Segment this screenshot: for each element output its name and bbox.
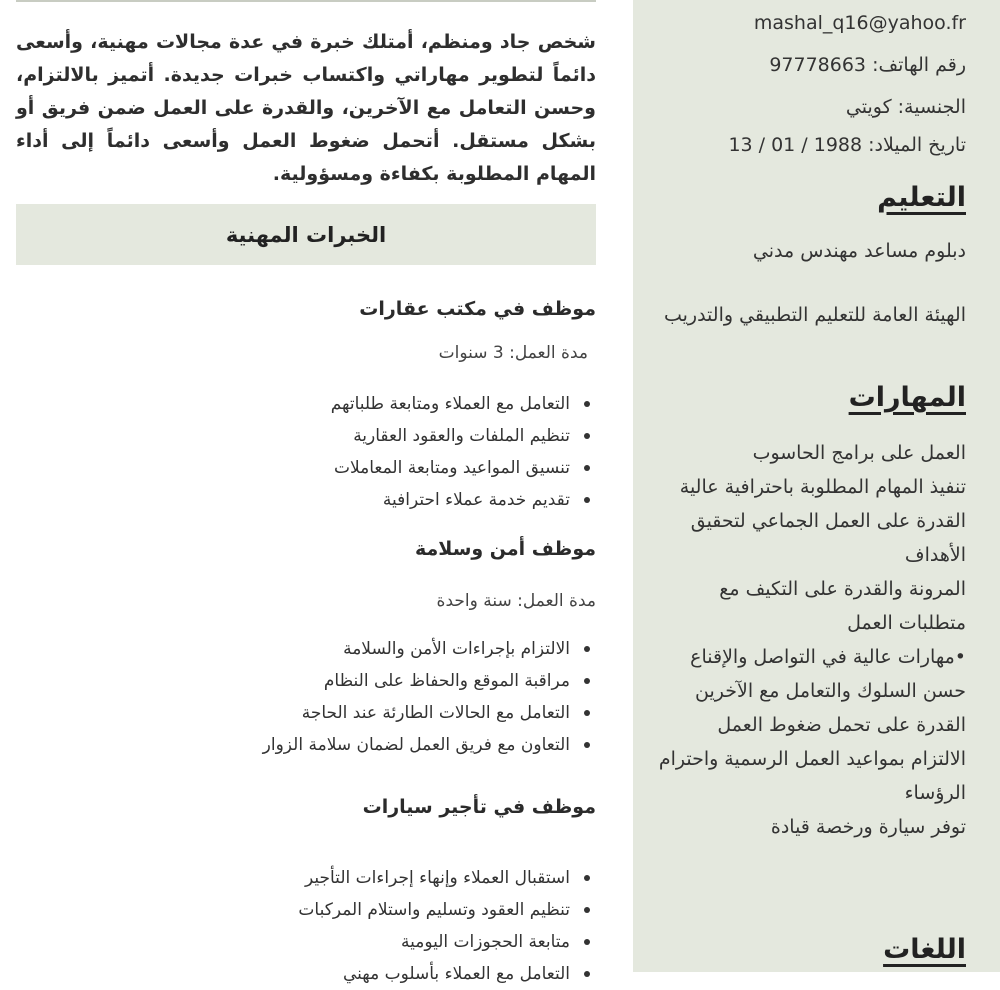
skill-item: •مهارات عالية في التواصل والإقناع xyxy=(690,646,966,668)
sidebar xyxy=(633,0,1000,972)
list-item: الالتزام بإجراءات الأمن والسلامة xyxy=(263,633,596,665)
profile-summary: شخص جاد ومنظم، أمتلك خبرة في عدة مجالات مهنية، وأسعى دائماً لتطوير مهاراتي واكتساب خبرات جديدة. أتميز بالالتزام، وحسن التعامل مع الآخرين، والقدرة على العمل ضمن فريق أو بشكل مستقل. أتحمل ضغوط العمل وأسعى دائماً إلى أداء المهام المطلوبة بكفاءة ومسؤولية. xyxy=(16,31,596,185)
phone-line xyxy=(769,54,966,76)
birthdate-label: تاريخ الميلاد: xyxy=(868,134,966,156)
skill-item: المرونة والقدرة على التكيف مع متطلبات العمل xyxy=(719,578,966,634)
nationality-value: كويتي xyxy=(845,96,892,118)
skill-item: الالتزام بمواعيد العمل الرسمية واحترام الرؤساء xyxy=(658,748,966,804)
skill-item: القدرة على تحمل ضغوط العمل xyxy=(717,714,966,736)
skills-list xyxy=(656,436,966,844)
list-item: التعامل مع العملاء بأسلوب مهني xyxy=(298,958,596,990)
list-item: تنسيق المواعيد ومتابعة المعاملات xyxy=(331,452,596,484)
education-institution: الهيئة العامة للتعليم التطبيقي والتدريب xyxy=(663,304,966,326)
job-title: موظف في مكتب عقارات xyxy=(359,298,596,320)
job-duration: مدة العمل: 3 سنوات xyxy=(438,343,588,363)
languages-heading: اللغات xyxy=(883,934,966,965)
job-duration: مدة العمل: سنة واحدة xyxy=(436,591,596,611)
skill-item: توفر سيارة ورخصة قيادة xyxy=(770,816,966,838)
nationality-label: الجنسية: xyxy=(897,96,966,118)
nationality-line xyxy=(846,96,966,118)
job-tasks xyxy=(298,862,596,990)
list-item: تقديم خدمة عملاء احترافية xyxy=(331,484,596,516)
list-item: التعامل مع الحالات الطارئة عند الحاجة xyxy=(263,697,596,729)
skill-item: القدرة على العمل الجماعي لتحقيق الأهداف xyxy=(690,510,966,566)
education-degree: دبلوم مساعد مهندس مدني xyxy=(752,240,966,262)
skill-item: تنفيذ المهام المطلوبة باحترافية عالية xyxy=(679,476,966,498)
job-tasks xyxy=(331,388,596,516)
list-item: تنظيم الملفات والعقود العقارية xyxy=(331,420,596,452)
birthdate-value: 13 / 01 / 1988 xyxy=(728,134,863,156)
list-item: مراقبة الموقع والحفاظ على النظام xyxy=(263,665,596,697)
skills-heading: المهارات xyxy=(848,382,966,413)
list-item: التعامل مع العملاء ومتابعة طلباتهم xyxy=(331,388,596,420)
education-heading: التعليم xyxy=(877,182,966,213)
job-title: موظف أمن وسلامة xyxy=(414,538,596,560)
email: mashal_q16@yahoo.fr xyxy=(753,12,966,34)
list-item: استقبال العملاء وإنهاء إجراءات التأجير xyxy=(298,862,596,894)
skill-item: العمل على برامج الحاسوب xyxy=(752,442,966,464)
birthdate-line xyxy=(728,134,966,156)
top-divider xyxy=(16,0,596,2)
experience-heading: الخبرات المهنية xyxy=(225,222,387,247)
phone-label: رقم الهاتف: xyxy=(872,54,966,76)
skill-item: حسن السلوك والتعامل مع الآخرين xyxy=(695,680,966,702)
job-tasks xyxy=(263,633,596,761)
experience-section-header xyxy=(16,204,596,265)
phone-value: 97778663 xyxy=(769,54,867,76)
list-item: تنظيم العقود وتسليم واستلام المركبات xyxy=(298,894,596,926)
job-title: موظف في تأجير سيارات xyxy=(362,796,596,818)
list-item: التعاون مع فريق العمل لضمان سلامة الزوار xyxy=(263,729,596,761)
list-item: متابعة الحجوزات اليومية xyxy=(298,926,596,958)
